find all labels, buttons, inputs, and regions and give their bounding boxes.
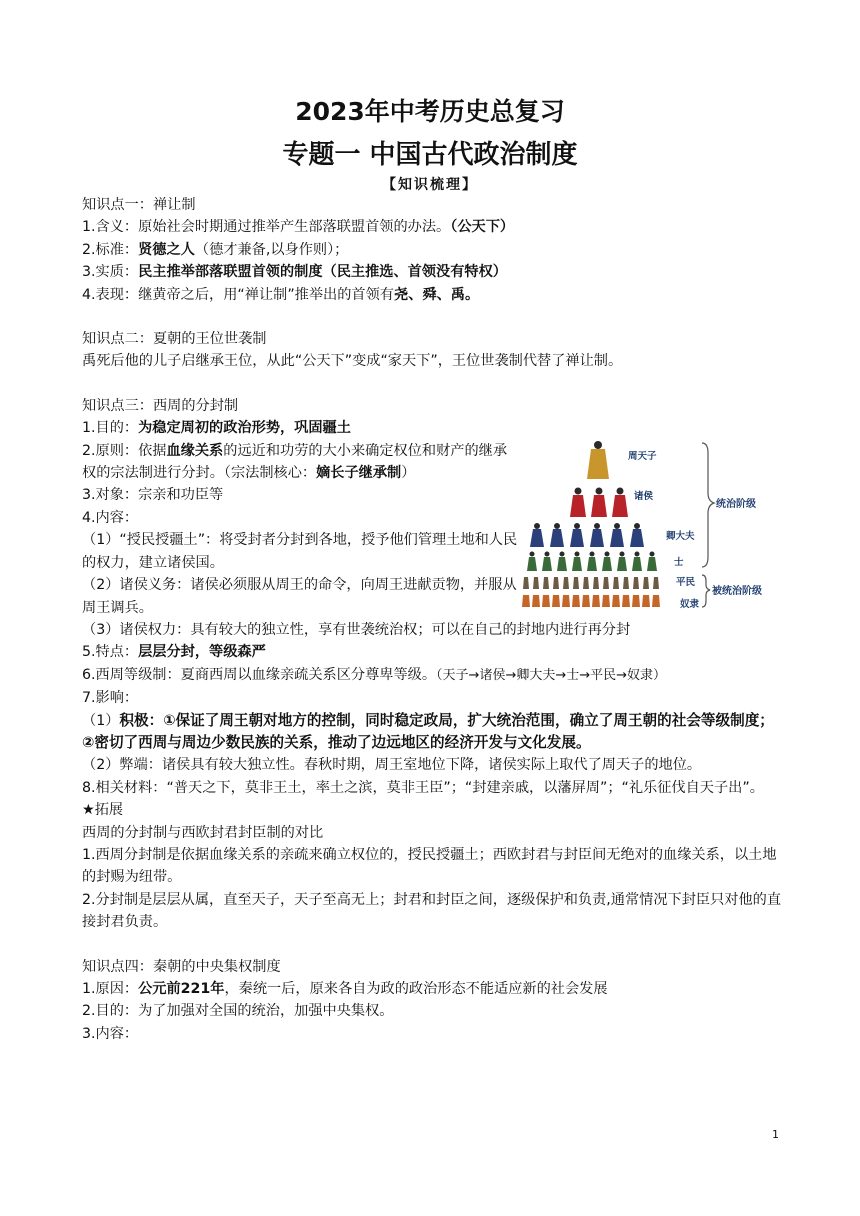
k4-line2: 2.目的：为了加强对全国的统治，加强中央集权。 — [82, 1003, 394, 1020]
k1-line2-label: 2.标准： — [82, 241, 139, 258]
label-shi: 士 — [674, 557, 684, 568]
k3-line2-bold2: 嫡长子继承制 — [316, 465, 402, 482]
k3-extension-label: ★拓展 — [82, 802, 124, 819]
k3-line8 — [82, 641, 782, 663]
tianzi-body — [587, 449, 609, 479]
k3-extension-title: 西周的分封制与西欧封君封臣制的对比 — [82, 824, 324, 841]
k3-line2-a: 2.原则：依据 — [82, 442, 167, 459]
k3-line9-text: 6.西周等级制：夏商西周以血缘亲疏关系区分尊卑等级。 — [82, 666, 437, 683]
k4-line3: 3.内容： — [82, 1025, 139, 1042]
brace-ruling — [702, 443, 714, 567]
k3-line2-e: ） — [401, 465, 416, 482]
k4-line1-label: 1.原因： — [82, 981, 139, 997]
document-title: 2023年中考历史总复习 — [295, 97, 565, 126]
document-subtitle: 专题一 中国古代政治制度 — [282, 140, 578, 170]
qingdafu-row — [530, 523, 644, 547]
k3-line11-prefix: （1） — [82, 712, 120, 729]
k3-line5: （1）“授民授疆土”：将受封者分封到各地，授予他们管理土地和人民的权力，建立诸侯国。 — [82, 532, 518, 571]
k3-line7: （3）诸侯权力：具有较大的独立性，享有世袭统治权；可以在自己的封地内进行再分封 — [82, 621, 631, 638]
label-qingdafu: 卿大夫 — [666, 531, 695, 542]
k4-line1-text: ，秦统一后，原来各自为政的政治形态不能适应新的社会发展 — [224, 981, 608, 997]
k1-line1 — [82, 216, 782, 238]
k2-heading: 知识点二：夏朝的王位世袭制 — [82, 331, 267, 348]
k1-line3-bold: 民主推举部落联盟首领的制度（民主推选、首领没有特权） — [138, 264, 507, 281]
k1-line2-text: （德才兼备,以身作则）； — [194, 241, 349, 258]
document-body — [82, 194, 782, 1045]
k2-line1: 禹死后他的儿子启继承王位，从此“公天下”变成“家天下”，王位世袭制代替了禅让制。 — [82, 353, 623, 370]
k3-line9 — [82, 664, 782, 687]
spacer — [82, 306, 782, 328]
k3-line13-quotes: “普天之下，莫非王土，率土之滨，莫非王臣”；“封建亲戚，以藩屏周”；“礼乐征伐自天子出”。 — [166, 779, 764, 796]
label-pingmin: 平民 — [676, 577, 696, 588]
k1-line3 — [82, 261, 782, 283]
k3-line11-bold: 积极：①保证了周王朝对地方的控制，同时稳定政局，扩大统治范围，确立了周王朝的社会等级制度；②密切了西周与周边少数民族的关系，推动了边远地区的经济开发与文化发展。 — [82, 711, 774, 751]
k3-line2-bold1: 血缘关系 — [166, 442, 224, 459]
page-number: 1 — [772, 1128, 779, 1141]
label-tianzi: 周天子 — [628, 451, 657, 462]
brace-ruled — [702, 575, 710, 607]
label-nuli: 奴隶 — [680, 599, 700, 610]
k1-line4 — [82, 284, 782, 306]
k3-line10: 7.影响： — [82, 690, 139, 707]
label-tongzhi: 统治阶级 — [716, 499, 756, 510]
k3-heading: 知识点三：西周的分封制 — [82, 397, 239, 414]
section-label: 【知识梳理】 — [382, 177, 478, 193]
k4-heading: 知识点四：秦朝的中央集权制度 — [82, 958, 281, 975]
k3-line11 — [82, 710, 782, 755]
k3-line13 — [82, 777, 782, 799]
label-zhuhou: 诸侯 — [634, 491, 654, 502]
tianzi-figure — [587, 441, 609, 479]
k1-line2 — [82, 239, 782, 261]
k3-line8-label: 5.特点： — [82, 644, 139, 661]
k1-line1-text: 1.含义：原始社会时期通过推举产生部落联盟首领的办法。 — [82, 219, 451, 236]
k3-line2-c: 的远近和功劳的大小来确定权位和财产的继承权的宗法制进行分封。（宗法制核心： — [82, 442, 508, 482]
k3-extension-2: 2.分封制是层层从属，直至天子，天子至高无上；封君和封臣之间，逐级保护和负责,通常情况下封臣只对他的直接封君负责。 — [82, 891, 782, 931]
k1-line2-bold: 贤德之人 — [138, 241, 195, 258]
k3-line9-chain: （天子→诸侯→卿大夫→士→平民→奴隶） — [436, 667, 667, 683]
k1-line4-text: 4.表现：继黄帝之后，用“禅让制”推举出的首领有 — [82, 286, 394, 303]
hierarchy-pyramid-illustration — [520, 435, 770, 615]
k1-line3-label: 3.实质： — [82, 264, 139, 281]
k3-line4: 4.内容： — [82, 509, 139, 526]
k3-line8-bold: 层层分封，等级森严 — [138, 644, 266, 661]
k3-line12: （2）弊端：诸侯具有较大独立性。春秋时期，周王室地位下降，诸侯实际上取代了周天子的地位。 — [82, 757, 702, 774]
k1-heading: 知识点一：禅让制 — [82, 197, 196, 213]
k3-line2 — [82, 440, 518, 485]
k3-line3: 3.对象：宗亲和功臣等 — [82, 487, 224, 504]
k3-line6: （2）诸侯义务：诸侯必须服从周王的命令，向周王进献贡物，并服从周王调兵。 — [82, 577, 517, 616]
k1-line1-bold: （公天下） — [450, 219, 515, 236]
spacer — [82, 373, 782, 395]
spacer — [82, 934, 782, 956]
zhuhou-row — [570, 488, 628, 518]
k1-line4-bold: 尧、舜、禹。 — [394, 286, 480, 303]
k3-narrow-column — [82, 417, 518, 619]
k3-line1-label: 1.目的： — [82, 420, 139, 437]
k3-line1 — [82, 417, 518, 439]
k3-line13-label: 8.相关材料： — [82, 779, 167, 796]
k4-line1-bold: 公元前221年 — [138, 981, 225, 997]
nuli-row — [522, 595, 660, 607]
pingmin-row — [523, 577, 659, 589]
k4-line1 — [82, 978, 782, 1000]
shi-row — [527, 552, 657, 572]
k3-extension-1: 1.西周分封制是依据血缘关系的亲疏来确立权位的，授民授疆土；西欧封君与封臣间无绝对的血缘关系，以土地的封赐为纽带。 — [82, 846, 777, 886]
label-beitongzhi: 被统治阶级 — [712, 586, 762, 597]
k3-line1-bold: 为稳定周初的政治形势，巩固疆土 — [138, 420, 351, 437]
